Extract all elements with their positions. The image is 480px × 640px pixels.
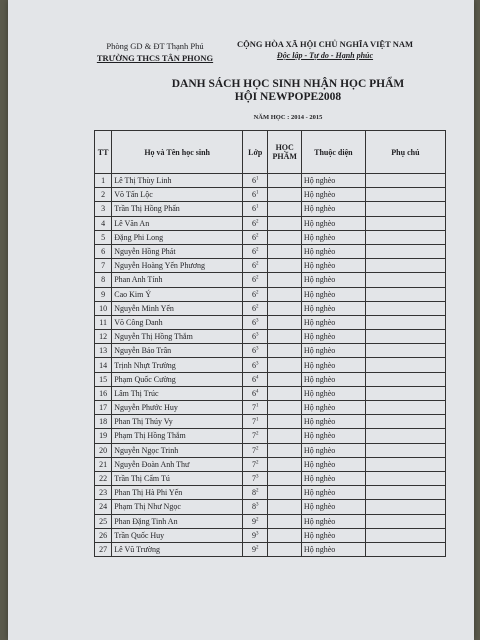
student-name: Lê Văn An bbox=[112, 216, 243, 230]
note-cell bbox=[365, 174, 445, 188]
class-grade: 7 bbox=[252, 403, 257, 413]
supplies-cell bbox=[268, 301, 301, 315]
supplies-cell bbox=[268, 471, 301, 485]
class-grade: 6 bbox=[252, 303, 257, 313]
class-grade: 6 bbox=[252, 360, 257, 370]
row-number: 9 bbox=[95, 287, 112, 301]
category-cell: Hộ nghèo bbox=[301, 429, 365, 443]
class-grade: 6 bbox=[252, 247, 257, 257]
class-section: 4 bbox=[256, 375, 259, 381]
note-cell bbox=[365, 358, 445, 372]
supplies-cell bbox=[268, 542, 301, 556]
row-number: 21 bbox=[95, 457, 112, 471]
class-section: 3 bbox=[256, 318, 259, 324]
category-cell: Hộ nghèo bbox=[301, 287, 365, 301]
row-number: 7 bbox=[95, 259, 112, 273]
school-name: TRƯỜNG THCS TÂN PHONG bbox=[96, 53, 214, 63]
class-section: 2 bbox=[256, 446, 259, 451]
supplies-cell bbox=[268, 443, 301, 457]
note-cell bbox=[365, 244, 445, 258]
table-row bbox=[95, 471, 446, 485]
row-number: 20 bbox=[95, 443, 112, 457]
class-grade: 6 bbox=[252, 346, 257, 356]
supplies-cell bbox=[268, 202, 301, 216]
category-cell: Hộ nghèo bbox=[301, 457, 365, 471]
class-cell bbox=[243, 188, 268, 202]
category-cell: Hộ nghèo bbox=[301, 372, 365, 386]
class-cell bbox=[243, 344, 268, 358]
row-number: 15 bbox=[95, 372, 112, 386]
supplies-cell bbox=[268, 486, 301, 500]
class-cell bbox=[243, 174, 268, 188]
student-name: Lâm Thị Trúc bbox=[112, 386, 243, 400]
row-number: 19 bbox=[95, 429, 112, 443]
class-cell bbox=[243, 330, 268, 344]
row-number: 22 bbox=[95, 471, 112, 485]
student-name: Trần Thị Cẩm Tú bbox=[112, 471, 243, 485]
note-cell bbox=[365, 315, 445, 329]
category-cell: Hộ nghèo bbox=[301, 188, 365, 202]
note-cell bbox=[365, 486, 445, 500]
row-number: 3 bbox=[95, 202, 112, 216]
table-row bbox=[95, 287, 446, 301]
student-name: Nguyễn Ngọc Trinh bbox=[112, 443, 243, 457]
document-page bbox=[8, 0, 474, 640]
class-cell bbox=[243, 287, 268, 301]
category-cell: Hộ nghèo bbox=[301, 542, 365, 556]
row-number: 17 bbox=[95, 401, 112, 415]
row-number: 4 bbox=[95, 216, 112, 230]
national-motto: Độc lập - Tự do - Hạnh phúc bbox=[276, 51, 374, 60]
table-row bbox=[95, 273, 446, 287]
table-row bbox=[95, 259, 446, 273]
note-cell bbox=[365, 273, 445, 287]
supplies-cell bbox=[268, 273, 301, 287]
class-section: 2 bbox=[256, 233, 259, 239]
class-cell bbox=[243, 542, 268, 556]
class-grade: 8 bbox=[252, 502, 257, 512]
row-number: 26 bbox=[95, 528, 112, 542]
student-name: Phan Thị Thúy Vy bbox=[112, 415, 243, 429]
category-cell: Hộ nghèo bbox=[301, 202, 365, 216]
class-grade: 9 bbox=[252, 516, 257, 526]
row-number: 6 bbox=[95, 244, 112, 258]
class-grade: 6 bbox=[252, 317, 257, 327]
note-cell bbox=[365, 330, 445, 344]
school-year: NĂM HỌC : 2014 - 2015 bbox=[253, 114, 323, 121]
class-cell bbox=[243, 358, 268, 372]
category-cell: Hộ nghèo bbox=[301, 486, 365, 500]
student-name: Phan Thị Hà Phi Yến bbox=[112, 486, 243, 500]
student-name: Nguyễn Hoàng Yến Phương bbox=[112, 259, 243, 273]
table-row bbox=[95, 528, 446, 542]
class-grade: 7 bbox=[252, 474, 257, 484]
class-grade: 6 bbox=[252, 232, 257, 242]
class-cell bbox=[243, 443, 268, 457]
table-row bbox=[95, 330, 446, 344]
class-section: 3 bbox=[256, 346, 259, 352]
col-class: Lớp bbox=[243, 131, 268, 174]
table-row bbox=[95, 401, 446, 415]
supplies-cell bbox=[268, 287, 301, 301]
table-row bbox=[95, 301, 446, 315]
student-name: Nguyễn Hồng Phát bbox=[112, 244, 243, 258]
class-section: 3 bbox=[256, 474, 259, 480]
class-cell bbox=[243, 202, 268, 216]
table-row bbox=[95, 443, 446, 457]
category-cell: Hộ nghèo bbox=[301, 244, 365, 258]
class-cell bbox=[243, 216, 268, 230]
class-grade: 7 bbox=[252, 417, 257, 427]
class-cell bbox=[243, 259, 268, 273]
row-number: 27 bbox=[95, 542, 112, 556]
row-number: 14 bbox=[95, 358, 112, 372]
supplies-cell bbox=[268, 401, 301, 415]
row-number: 8 bbox=[95, 273, 112, 287]
note-cell bbox=[365, 500, 445, 514]
category-cell: Hộ nghèo bbox=[301, 259, 365, 273]
class-grade: 6 bbox=[252, 374, 257, 384]
note-cell bbox=[365, 216, 445, 230]
class-section: 3 bbox=[256, 531, 259, 537]
note-cell bbox=[365, 514, 445, 528]
col-supplies: HỌC PHẨM bbox=[268, 131, 301, 174]
class-section: 2 bbox=[256, 275, 259, 281]
note-cell bbox=[365, 230, 445, 244]
student-name: Nguyễn Thị Hồng Thắm bbox=[112, 330, 243, 344]
class-grade: 6 bbox=[252, 261, 257, 271]
supplies-cell bbox=[268, 514, 301, 528]
class-section: 1 bbox=[256, 204, 259, 210]
row-number: 10 bbox=[95, 301, 112, 315]
student-name: Phạm Thị Hồng Thắm bbox=[112, 429, 243, 443]
class-grade: 6 bbox=[252, 289, 257, 299]
header-right bbox=[218, 38, 432, 62]
class-cell bbox=[243, 230, 268, 244]
class-cell bbox=[243, 244, 268, 258]
row-number: 25 bbox=[95, 514, 112, 528]
class-grade: 6 bbox=[252, 218, 257, 228]
supplies-cell bbox=[268, 259, 301, 273]
class-cell bbox=[243, 401, 268, 415]
table-row bbox=[95, 415, 446, 429]
supplies-cell bbox=[268, 315, 301, 329]
student-name: Đặng Phi Long bbox=[112, 230, 243, 244]
category-cell: Hộ nghèo bbox=[301, 358, 365, 372]
table-row bbox=[95, 174, 446, 188]
class-section: 2 bbox=[256, 516, 259, 522]
class-grade: 6 bbox=[252, 275, 257, 285]
title-line-1: DANH SÁCH HỌC SINH NHẬN HỌC PHẨM bbox=[171, 78, 405, 90]
table-row bbox=[95, 315, 446, 329]
row-number: 12 bbox=[95, 330, 112, 344]
row-number: 16 bbox=[95, 386, 112, 400]
supplies-cell bbox=[268, 230, 301, 244]
supplies-cell bbox=[268, 528, 301, 542]
class-grade: 6 bbox=[252, 204, 257, 214]
student-name: Phạm Quốc Cường bbox=[112, 372, 243, 386]
class-cell bbox=[243, 372, 268, 386]
row-number: 23 bbox=[95, 486, 112, 500]
class-cell bbox=[243, 315, 268, 329]
category-cell: Hộ nghèo bbox=[301, 443, 365, 457]
table-row bbox=[95, 500, 446, 514]
header-left bbox=[80, 40, 230, 64]
class-section: 3 bbox=[256, 502, 259, 508]
category-cell: Hộ nghèo bbox=[301, 528, 365, 542]
class-cell bbox=[243, 415, 268, 429]
class-grade: 9 bbox=[252, 530, 257, 540]
note-cell bbox=[365, 188, 445, 202]
supplies-cell bbox=[268, 386, 301, 400]
class-grade: 8 bbox=[252, 488, 257, 498]
note-cell bbox=[365, 344, 445, 358]
note-cell bbox=[365, 528, 445, 542]
supplies-cell bbox=[268, 330, 301, 344]
class-cell bbox=[243, 500, 268, 514]
row-number: 5 bbox=[95, 230, 112, 244]
table-row bbox=[95, 188, 446, 202]
table-row bbox=[95, 244, 446, 258]
note-cell bbox=[365, 259, 445, 273]
table-row bbox=[95, 344, 446, 358]
table-row bbox=[95, 216, 446, 230]
category-cell: Hộ nghèo bbox=[301, 514, 365, 528]
class-cell bbox=[243, 429, 268, 443]
category-cell: Hộ nghèo bbox=[301, 273, 365, 287]
row-number: 24 bbox=[95, 500, 112, 514]
category-cell: Hộ nghèo bbox=[301, 386, 365, 400]
student-name: Nguyễn Đoàn Anh Thư bbox=[112, 457, 243, 471]
category-cell: Hộ nghèo bbox=[301, 301, 365, 315]
student-name: Lê Thị Thùy Linh bbox=[112, 174, 243, 188]
table-row bbox=[95, 386, 446, 400]
table-row bbox=[95, 486, 446, 500]
table-row bbox=[95, 230, 446, 244]
class-section: 2 bbox=[256, 261, 259, 267]
student-name: Võ Tấn Lộc bbox=[112, 188, 243, 202]
table-row bbox=[95, 542, 446, 556]
category-cell: Hộ nghèo bbox=[301, 174, 365, 188]
class-cell bbox=[243, 528, 268, 542]
category-cell: Hộ nghèo bbox=[301, 401, 365, 415]
table-row bbox=[95, 429, 446, 443]
category-cell: Hộ nghèo bbox=[301, 315, 365, 329]
class-cell bbox=[243, 471, 268, 485]
row-number: 2 bbox=[95, 188, 112, 202]
class-cell bbox=[243, 301, 268, 315]
note-cell bbox=[365, 415, 445, 429]
class-section: 1 bbox=[256, 417, 259, 423]
note-cell bbox=[365, 287, 445, 301]
category-cell: Hộ nghèo bbox=[301, 344, 365, 358]
note-cell bbox=[365, 457, 445, 471]
student-name: Cao Kim Ý bbox=[112, 287, 243, 301]
col-category: Thuộc diện bbox=[301, 131, 365, 174]
row-number: 1 bbox=[95, 174, 112, 188]
class-grade: 6 bbox=[252, 190, 257, 200]
col-tt: TT bbox=[95, 131, 112, 174]
note-cell bbox=[365, 372, 445, 386]
category-cell: Hộ nghèo bbox=[301, 500, 365, 514]
table-row bbox=[95, 514, 446, 528]
table-row bbox=[95, 457, 446, 471]
class-section: 2 bbox=[256, 431, 259, 437]
note-cell bbox=[365, 401, 445, 415]
class-section: 2 bbox=[256, 219, 259, 224]
table-row bbox=[95, 202, 446, 216]
class-cell bbox=[243, 386, 268, 400]
class-grade: 6 bbox=[252, 388, 257, 398]
class-grade: 7 bbox=[252, 459, 257, 469]
row-number: 13 bbox=[95, 344, 112, 358]
table-row bbox=[95, 358, 446, 372]
supplies-cell bbox=[268, 415, 301, 429]
supplies-cell bbox=[268, 244, 301, 258]
supplies-cell bbox=[268, 216, 301, 230]
table-header-row bbox=[95, 131, 446, 174]
supplies-cell bbox=[268, 457, 301, 471]
student-name: Nguyễn Bảo Trân bbox=[112, 344, 243, 358]
class-section: 2 bbox=[256, 460, 259, 466]
supplies-cell bbox=[268, 358, 301, 372]
category-cell: Hộ nghèo bbox=[301, 230, 365, 244]
row-number: 18 bbox=[95, 415, 112, 429]
note-cell bbox=[365, 542, 445, 556]
nation-name: CỘNG HÒA XÃ HỘI CHỦ NGHĨA VIỆT NAM bbox=[236, 39, 414, 49]
class-cell bbox=[243, 514, 268, 528]
table-row bbox=[95, 372, 446, 386]
class-section: 2 bbox=[256, 247, 259, 253]
note-cell bbox=[365, 301, 445, 315]
supplies-cell bbox=[268, 372, 301, 386]
class-cell bbox=[243, 273, 268, 287]
student-name: Nguyễn Phước Huy bbox=[112, 401, 243, 415]
class-section: 2 bbox=[256, 304, 259, 310]
student-name: Phạm Thị Như Ngọc bbox=[112, 500, 243, 514]
supplies-cell bbox=[268, 344, 301, 358]
student-name: Trịnh Nhựt Trường bbox=[112, 358, 243, 372]
category-cell: Hộ nghèo bbox=[301, 330, 365, 344]
student-name: Lê Vũ Trường bbox=[112, 542, 243, 556]
student-name: Nguyễn Minh Yến bbox=[112, 301, 243, 315]
class-section: 3 bbox=[256, 332, 259, 338]
education-office: Phòng GD & ĐT Thạnh Phú bbox=[106, 41, 204, 51]
document-title bbox=[128, 78, 448, 104]
title-line-2: HỘI NEWPOPE2008 bbox=[234, 91, 342, 103]
note-cell bbox=[365, 471, 445, 485]
supplies-cell bbox=[268, 188, 301, 202]
class-section: 2 bbox=[256, 289, 259, 295]
note-cell bbox=[365, 202, 445, 216]
col-name: Họ và Tên học sinh bbox=[112, 131, 243, 174]
row-number: 11 bbox=[95, 315, 112, 329]
class-section: 1 bbox=[256, 403, 259, 409]
class-grade: 6 bbox=[252, 332, 257, 342]
class-section: 1 bbox=[256, 176, 259, 182]
class-section: 2 bbox=[256, 545, 259, 551]
note-cell bbox=[365, 429, 445, 443]
class-cell bbox=[243, 486, 268, 500]
student-name: Trần Thị Hồng Phấn bbox=[112, 202, 243, 216]
class-grade: 9 bbox=[252, 544, 257, 554]
category-cell: Hộ nghèo bbox=[301, 471, 365, 485]
supplies-cell bbox=[268, 429, 301, 443]
student-name: Võ Công Danh bbox=[112, 315, 243, 329]
class-section: 4 bbox=[256, 389, 259, 395]
student-name: Phan Anh Tính bbox=[112, 273, 243, 287]
student-name: Trần Quốc Huy bbox=[112, 528, 243, 542]
student-name: Phan Đặng Tinh An bbox=[112, 514, 243, 528]
class-grade: 7 bbox=[252, 445, 257, 455]
supplies-cell bbox=[268, 174, 301, 188]
category-cell: Hộ nghèo bbox=[301, 216, 365, 230]
supplies-cell bbox=[268, 500, 301, 514]
class-grade: 7 bbox=[252, 431, 257, 441]
note-cell bbox=[365, 386, 445, 400]
category-cell: Hộ nghèo bbox=[301, 415, 365, 429]
class-section: 3 bbox=[256, 360, 259, 366]
class-section: 2 bbox=[256, 488, 259, 494]
class-section: 1 bbox=[256, 190, 259, 196]
class-grade: 6 bbox=[252, 176, 257, 186]
student-table bbox=[94, 130, 446, 557]
note-cell bbox=[365, 443, 445, 457]
class-cell bbox=[243, 457, 268, 471]
col-note: Phụ chú bbox=[365, 131, 445, 174]
